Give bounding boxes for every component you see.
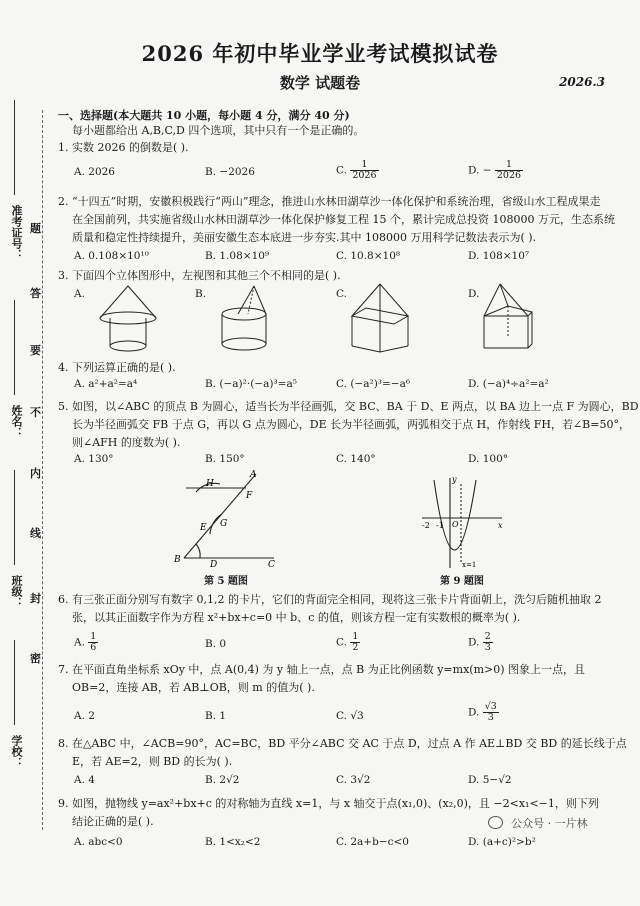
q2-line2: 在全国前列，共实施省级山水林田湖草沙一体化保护修复工程 15 个，累计完成总投资 108000 万元，生态系统 <box>72 213 615 226</box>
q1-option-d: D. − $\frac{1}{2026}$ <box>468 159 522 181</box>
q7-option-a: A. 2 <box>74 710 95 722</box>
q4-option-a: A. a²+a²=a⁴ <box>74 378 138 390</box>
q9-line2: 结论正确的是( ). <box>72 815 154 828</box>
watermark-text: 公众号 · 一片林 <box>511 817 588 830</box>
q6-option-d: D. $\frac{2}{3}$ <box>468 631 491 653</box>
fig5-label-a: A <box>250 470 257 480</box>
exam-number-blank <box>14 100 15 195</box>
class-label: 班级： <box>10 575 23 608</box>
q3-option-a: A. <box>74 288 85 300</box>
q7-option-c: C. √3 <box>336 710 364 722</box>
q6-line1: 6. 有三张正面分别写有数字 0,1,2 的卡片，它们的背面完全相同，现将这三张卡片背面朝上，洗匀后随机抽取 2 <box>58 593 602 606</box>
q9-option-d: D. (a+c)²>b² <box>468 836 536 848</box>
q1-option-b: B. −2026 <box>205 166 255 178</box>
binding-strip <box>0 0 60 906</box>
q3-figure-c <box>346 282 426 356</box>
fig5-label-g: G <box>220 519 228 529</box>
name-label: 姓名： <box>10 405 23 438</box>
q5-line2: 长为半径画弧交 FB 于点 G，再以 G 点为圆心，DE 长为半径画弧，两弧相交于点 H，作射线 FH，若∠B=50°， <box>72 418 630 431</box>
q5-option-a: A. 130° <box>74 453 114 465</box>
q4-option-c: C. (−a²)³=−a⁶ <box>336 378 411 390</box>
q2-option-c: C. 10.8×10⁸ <box>336 250 401 262</box>
q3-figure-b <box>208 284 288 356</box>
q2-line3: 质量和稳定性持续提升，美丽安徽生态本底进一步夯实.其中 108000 万用科学记数法表示为( ). <box>72 231 537 244</box>
exam-number-label: 准考证号： <box>10 205 23 260</box>
q9-option-b: B. 1<x₂<2 <box>205 836 261 848</box>
seal-dashed-line <box>42 110 43 830</box>
figure-5-caption: 第 5 题图 <box>204 576 248 587</box>
q2-option-a: A. 0.108×10¹⁰ <box>74 250 149 262</box>
q8-option-b: B. 2√2 <box>205 774 240 786</box>
q7-option-d: D. $\frac{√3}{3}$ <box>468 701 497 723</box>
fig5-label-h: H <box>206 479 214 489</box>
q9-option-c: C. 2a+b−c<0 <box>336 836 409 848</box>
q6-line2: 张，以其正面数字作为方程 x²+bx+c=0 中 b、c 的值，则该方程一定有实数根的概率为( ). <box>72 611 521 624</box>
seal-char: 题 <box>30 222 41 235</box>
section-note: 每小题都给出 A,B,C,D 四个选项，其中只有一个是正确的。 <box>72 124 365 137</box>
q3-stem: 3. 下面四个立体图形中，左视图和其他三个不相同的是( ). <box>58 269 341 282</box>
q3-figure-a <box>88 284 168 356</box>
q6-option-a: A. $\frac{1}{6}$ <box>74 631 97 653</box>
q8-option-d: D. 5−√2 <box>468 774 512 786</box>
q4-option-b: B. (−a)²·(−a)³=a⁵ <box>205 378 297 390</box>
q8-option-a: A. 4 <box>74 774 95 786</box>
q9-option-a: A. abc<0 <box>74 836 123 848</box>
fig9-label-o: O <box>452 520 459 529</box>
q6-option-c: C. $\frac{1}{2}$ <box>336 631 359 653</box>
q3-option-d: D. <box>468 288 480 300</box>
exam-subtitle: 数学 试题卷 <box>279 74 361 92</box>
seal-char: 内 <box>30 467 41 480</box>
fig5-label-c: C <box>268 560 275 568</box>
seal-char: 答 <box>30 287 41 300</box>
seal-char: 要 <box>30 344 41 357</box>
fig9-label-y: y <box>452 475 457 484</box>
q5-option-c: C. 140° <box>336 453 376 465</box>
q4-stem: 4. 下列运算正确的是( ). <box>58 361 176 374</box>
q2-option-d: D. 108×10⁷ <box>468 250 530 262</box>
fig9-label-minus2: -2 <box>422 521 430 530</box>
seal-char: 不 <box>30 406 41 419</box>
q1-stem: 1. 实数 2026 的倒数是( ). <box>58 141 189 154</box>
fig5-label-b: B <box>174 555 181 565</box>
wechat-icon <box>488 816 503 829</box>
q8-line2: E，若 AE=2，则 BD 的长为( ). <box>72 755 233 768</box>
q9-line1: 9. 如图，抛物线 y=ax²+bx+c 的对称轴为直线 x=1，与 x 轴交于点(x₁,0)、(x₂,0)，且 −2<x₁<−1，则下列 <box>58 797 599 810</box>
seal-char: 线 <box>30 527 41 540</box>
q2-option-b: B. 1.08×10⁹ <box>205 250 270 262</box>
name-blank <box>14 300 15 395</box>
q7-option-b: B. 1 <box>205 710 227 722</box>
q7-line2: OB=2，连接 AB，若 AB⊥OB，则 m 的值为( ). <box>72 681 315 694</box>
q6-option-b: B. 0 <box>205 638 227 650</box>
q3-option-b: B. <box>195 288 207 300</box>
figure-9-caption: 第 9 题图 <box>440 576 484 587</box>
school-label: 学校： <box>10 735 23 768</box>
figure-9 <box>418 470 508 570</box>
q8-line1: 8. 在△ABC 中，∠ACB=90°，AC=BC，BD 平分∠ABC 交 AC 于点 D，过点 A 作 AE⊥BD 交 BD 的延长线于点 <box>58 737 627 750</box>
fig5-label-e: E <box>200 523 207 533</box>
q2-line1: 2. “十四五”时期，安徽积极践行“两山”理念，推进山水林田湖草沙一体化保护和系统治理，省级山水工程成果走 <box>58 195 601 208</box>
figure-5 <box>170 468 290 568</box>
fig5-label-d: D <box>210 560 218 568</box>
school-blank <box>14 640 15 725</box>
fig5-label-f: F <box>246 491 253 501</box>
q1-option-a: A. 2026 <box>74 166 115 178</box>
fig9-label-minus1: -1 <box>436 521 444 530</box>
q3-option-c: C. <box>336 288 347 300</box>
q3-figure-d <box>478 282 558 356</box>
exam-date: 2026.3 <box>559 75 605 89</box>
seal-char: 封 <box>30 592 41 605</box>
class-blank <box>14 470 15 565</box>
q5-line3: 则∠AFH 的度数为( ). <box>72 436 181 449</box>
fig9-label-x: x <box>498 521 503 530</box>
q1-option-c: C. $\frac{1}{2026}$ <box>336 159 377 181</box>
section-heading: 一、选择题(本大题共 10 小题，每小题 4 分，满分 40 分) <box>58 109 350 122</box>
q5-option-b: B. 150° <box>205 453 245 465</box>
q4-option-d: D. (−a)⁴÷a²=a² <box>468 378 549 390</box>
seal-char: 密 <box>30 652 41 665</box>
q7-line1: 7. 在平面直角坐标系 xOy 中，点 A(0,4) 为 y 轴上一点，点 B 为正比例函数 y=mx(m>0) 图象上一点，且 <box>58 663 586 676</box>
watermark <box>488 812 588 831</box>
q5-option-d: D. 100° <box>468 453 509 465</box>
fig9-label-axis: x=1 <box>462 561 477 569</box>
q8-option-c: C. 3√2 <box>336 774 371 786</box>
q5-line1: 5. 如图，以∠ABC 的顶点 B 为圆心，适当长为半径画弧，交 BC、BA 于 D、E 两点，以 BA 边上一点 F 为圆心，BD <box>58 400 639 413</box>
exam-title: 2026 年初中毕业学业考试模拟试卷 <box>141 41 499 66</box>
